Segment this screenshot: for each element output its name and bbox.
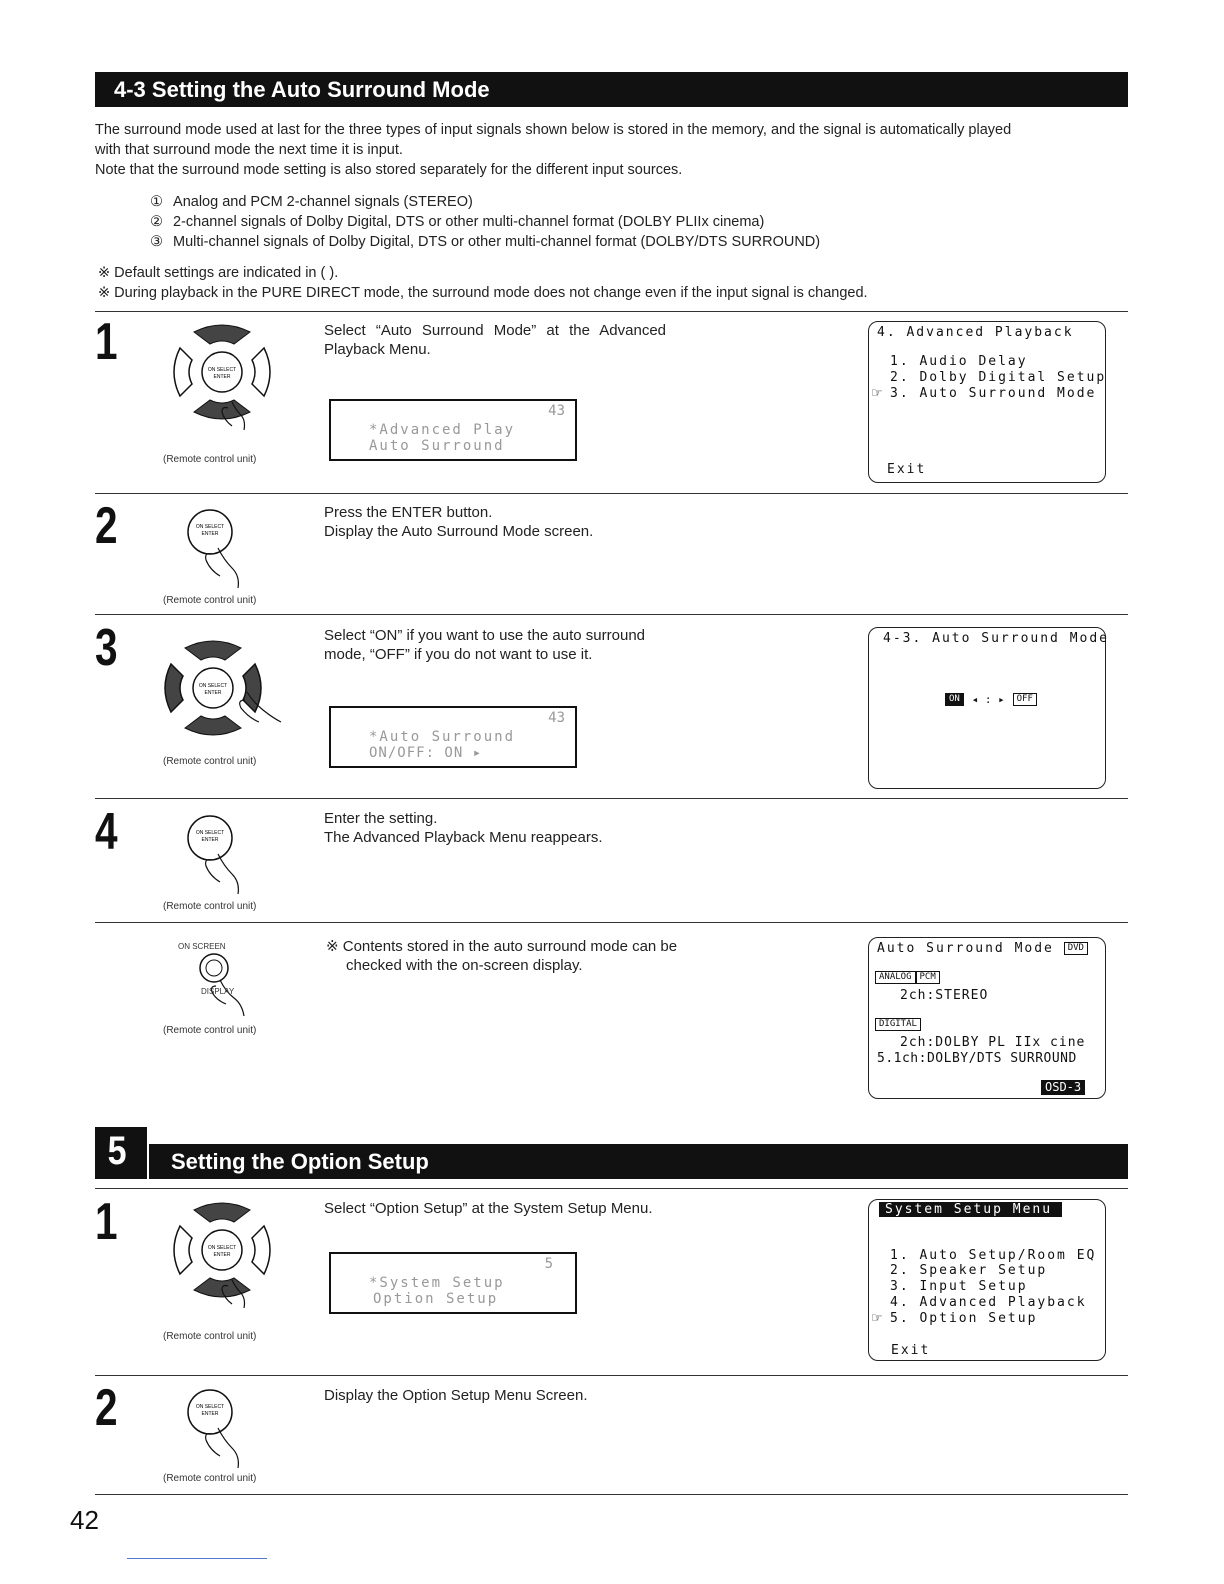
remote-caption: (Remote control unit) [163, 1473, 257, 1484]
fl-display [329, 706, 577, 768]
footer-rule [127, 1558, 267, 1559]
osd-status-line: 5.1ch:DOLBY/DTS SURROUND [877, 1051, 1077, 1066]
intro-line-3: Note that the surround mode setting is also stored separately for the different input sources. [95, 162, 683, 178]
step-desc-line: Display the Option Setup Menu Screen. [324, 1387, 588, 1404]
step-desc [324, 1386, 587, 1405]
section-title: Setting the Option Setup [171, 1149, 429, 1174]
divider [95, 614, 1128, 615]
signal-text: Analog and PCM 2-channel signals (STEREO) [173, 194, 473, 210]
osd-title: System Setup Menu [879, 1202, 1062, 1217]
remote-caption: (Remote control unit) [163, 1025, 257, 1036]
svg-text:ENTER: ENTER [204, 690, 222, 696]
signal-text: 2-channel signals of Dolby Digital, DTS or other multi-channel format (DOLBY PLIIx cinema) [173, 214, 765, 230]
remote-caption: (Remote control unit) [163, 901, 257, 912]
osd-screen-advanced-playback [868, 321, 1106, 483]
note-default: ※ Default settings are indicated in ( ). [98, 265, 339, 281]
divider [95, 1375, 1128, 1376]
fl-display-code: 43 [548, 403, 565, 419]
fl-display-line1: *Auto Surround [369, 729, 516, 745]
step-desc-line: ※ Contents stored in the auto surround mode can be [326, 938, 678, 955]
osd-on-off-selector[interactable] [945, 692, 1037, 707]
step-desc-line: Select “Auto Surround Mode” at the Advanced [324, 322, 667, 339]
svg-text:ENTER: ENTER [201, 531, 219, 537]
signal-num: ② [150, 214, 163, 230]
signal-num: ① [150, 194, 163, 210]
section-title: 4-3 Setting the Auto Surround Mode [114, 77, 490, 102]
step-desc [324, 503, 593, 541]
osd-exit: Exit [887, 462, 927, 477]
osd-title: 4. Advanced Playback [877, 325, 1074, 340]
osd-status-line: 2ch:STEREO [900, 988, 989, 1003]
step-desc-line: Select “Option Setup” at the System Setup Menu. [324, 1200, 653, 1217]
step-desc-line: checked with the on-screen display. [346, 957, 583, 974]
osd-analog-pcm-tags [875, 970, 940, 985]
remote-caption: (Remote control unit) [163, 595, 257, 606]
section-title-bar [149, 1144, 1128, 1179]
fl-display-line2: ON/OFF: ON ▸ [369, 745, 483, 761]
step-desc [324, 626, 645, 664]
remote-cursor-pad-icon [172, 1200, 272, 1312]
remote-caption: (Remote control unit) [163, 756, 257, 767]
signal-text: Multi-channel signals of Dolby Digital, DTS or other multi-channel format (DOLBY/DTS SURROUND) [173, 234, 821, 250]
signal-item-3 [150, 232, 820, 252]
step-number: 1 [95, 1193, 118, 1251]
pcm-tag: PCM [916, 971, 940, 984]
pointing-hand-icon: ☞ [871, 386, 883, 401]
pointing-hand-icon: ☞ [871, 1311, 883, 1326]
dvd-tag: DVD [1064, 942, 1088, 955]
svg-text:ON SELECT: ON SELECT [207, 1245, 237, 1251]
on-option[interactable]: ON [945, 693, 964, 706]
remote-cursor-pad-icon [163, 638, 283, 750]
svg-text:ON SELECT: ON SELECT [195, 1404, 225, 1410]
divider [95, 1494, 1128, 1495]
step-desc [324, 1199, 653, 1218]
osd-badge [1041, 1080, 1085, 1095]
osd-menu-item: 3. Input Setup [890, 1279, 1028, 1294]
osd-title-text: Auto Surround Mode [877, 941, 1054, 956]
osd-status-line: 2ch:DOLBY PL IIx cine [900, 1035, 1086, 1050]
remote-enter-button-icon [182, 814, 262, 894]
intro-line-2: with that surround mode the next time it is input. [95, 142, 403, 158]
remote-caption: (Remote control unit) [163, 454, 257, 465]
signal-item-2 [150, 212, 764, 232]
fl-display-line1: *System Setup [369, 1275, 505, 1291]
remote-enter-button-icon [182, 1388, 262, 1468]
step-desc-line: Press the ENTER button. [324, 504, 493, 521]
fl-display-line2: Option Setup [373, 1291, 499, 1307]
section-number-badge [95, 1127, 147, 1179]
step-desc [324, 809, 603, 847]
note-pure-direct: ※ During playback in the PURE DIRECT mode, the surround mode does not change even if the input signal is changed. [98, 285, 868, 301]
osd-digital-tag-row [875, 1017, 921, 1032]
osd-screen-system-setup [868, 1199, 1106, 1361]
remote-button-label: ON SCREEN [178, 942, 226, 951]
step-desc-line: mode, “OFF” if you do not want to use it. [324, 646, 593, 663]
divider [95, 1188, 1128, 1189]
step-number: 4 [95, 803, 118, 861]
signal-item-1 [150, 192, 473, 212]
fl-display-code: 5 [544, 1256, 553, 1272]
remote-button-label: DISPLAY [201, 987, 235, 996]
svg-text:ENTER: ENTER [213, 374, 231, 380]
selector-arrows-icon: ◂ : ▸ [971, 693, 1005, 706]
osd-menu-item: 5. Option Setup [890, 1311, 1038, 1326]
digital-tag: DIGITAL [875, 1018, 921, 1031]
signal-num: ③ [150, 234, 163, 250]
osd-menu-item: 1. Auto Setup/Room EQ [890, 1248, 1097, 1263]
svg-text:ENTER: ENTER [201, 1411, 219, 1417]
svg-text:ON SELECT: ON SELECT [198, 683, 228, 689]
osd-menu-item: 2. Speaker Setup [890, 1263, 1048, 1278]
divider [95, 922, 1128, 923]
step-desc-line: Playback Menu. [324, 341, 431, 358]
step-number: 1 [95, 313, 118, 371]
remote-caption: (Remote control unit) [163, 1331, 257, 1342]
svg-text:ENTER: ENTER [201, 837, 219, 843]
step-number: 2 [95, 1379, 118, 1437]
section-number: 5 [107, 1129, 127, 1173]
svg-text:ENTER: ENTER [213, 1252, 231, 1258]
intro-line-1: The surround mode used at last for the three types of input signals shown below is stored in the memory, and the signal is automatically played [95, 122, 1012, 138]
remote-enter-button-icon [182, 508, 262, 588]
osd-title: 4-3. Auto Surround Mode [883, 631, 1110, 646]
svg-text:ON SELECT: ON SELECT [195, 830, 225, 836]
section-title-bar [95, 72, 1128, 107]
divider [95, 311, 1128, 312]
divider [95, 493, 1128, 494]
fl-display [329, 399, 577, 461]
onscreen-note-desc [326, 937, 677, 975]
step-desc-line: The Advanced Playback Menu reappears. [324, 829, 603, 846]
osd-screen-auto-surround [868, 627, 1110, 789]
osd-screen-auto-surround-status [868, 937, 1106, 1099]
step-desc-line: Enter the setting. [324, 810, 438, 827]
osd-title [877, 941, 1088, 956]
step-desc-line: Select “ON” if you want to use the auto surround [324, 627, 645, 644]
step-number: 2 [95, 497, 118, 555]
fl-display-line2: Auto Surround [369, 438, 505, 454]
step-desc [324, 321, 666, 359]
osd-menu-item: 1. Audio Delay [890, 354, 1028, 369]
remote-cursor-pad-icon [172, 322, 272, 434]
osd-menu-item: 2. Dolby Digital Setup [890, 370, 1107, 385]
svg-text:ON SELECT: ON SELECT [207, 367, 237, 373]
fl-display-line1: *Advanced Play [369, 422, 516, 438]
osd-menu-item: 3. Auto Surround Mode [890, 386, 1097, 401]
osd-exit: Exit [891, 1343, 931, 1358]
svg-text:ON SELECT: ON SELECT [195, 524, 225, 530]
divider [95, 798, 1128, 799]
analog-tag: ANALOG [875, 971, 916, 984]
step-number: 3 [95, 619, 118, 677]
off-option[interactable]: OFF [1013, 693, 1037, 706]
fl-display-code: 43 [548, 710, 565, 726]
step-desc-line: Display the Auto Surround Mode screen. [324, 523, 594, 540]
page-number: 42 [70, 1505, 99, 1535]
osd-menu-item: 4. Advanced Playback [890, 1295, 1087, 1310]
osd-3-badge: OSD-3 [1041, 1080, 1085, 1095]
fl-display [329, 1252, 577, 1314]
